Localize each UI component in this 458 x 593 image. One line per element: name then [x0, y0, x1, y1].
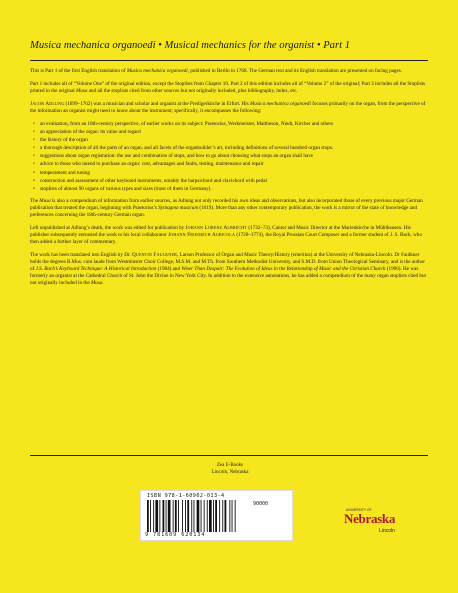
list-item: • an appreciation of the organ: its value and regard: [40, 129, 428, 136]
intro-paragraph-1: This is Part 1 of the first English translation of Musica mechanica organoedi, published in Berlin in 1768. The German text and its English translation are presented on facing pages.: [30, 68, 403, 74]
barcode-bar: [197, 500, 200, 532]
barcode-bar: [182, 500, 183, 532]
list-item: • an evaluation, from an 18th-century perspective, of earlier works on its subject: Praetorius, Werkmeister, Mattheson, Niedt, Kircher and others: [40, 121, 428, 128]
isbn-barcode: [140, 490, 293, 541]
translator-paragraph: The work has been translated into English by Dr. Quentin Faulkner, Larson Professor of Organ and Music Theory/History (emeritus) at the University of Nebraska-Lincoln. Dr Faulkner holds the degrees B.Mus. cum laude from Westminster Choir College, M.S.M. and M.Th. from Southern Methodist University, and S.M.D. from Union Theological Seminary, and is the author of J.S. Bach’s Keyboard Technique: A Historical Introduction (1984) and Wiser Than Despair: The Evolution of Ideas in the Relationship of Music and the Christian Church (1996). He was formerly an organist at the Cathedral Church of St. John the Divine in New York City. In addition to the extensive annotations, he has added a compendium of the many organ stoplists cited but not originally included in the Musa.: [30, 251, 426, 287]
publisher-name: Zea E-Books: [216, 463, 244, 468]
barcode-bar: [175, 500, 177, 532]
barcode-bar: [166, 500, 167, 532]
barcode-bar: [187, 500, 189, 532]
barcode-bar: [204, 500, 205, 532]
bottom-rule: [30, 455, 428, 456]
publisher-location: Lincoln, Nebraska: [211, 470, 249, 475]
page-title: Musica mechanica organoedi • Musical mechanics for the organist • Part 1: [30, 40, 350, 51]
barcode-bar: [173, 500, 174, 532]
barcode-bar: [178, 500, 179, 532]
price-code: 90000: [253, 501, 269, 507]
list-item: • stoplists of almost 90 organs of various types and sizes (most of them in Germany).: [40, 186, 428, 193]
list-item: • the history of the organ: [40, 137, 428, 144]
barcode-bar: [155, 500, 158, 532]
editing-paragraph: Left unpublished at Adlung’s death, the work was edited for publication by Johann Lorenz Albrecht (1732–73), Cantor and Music Director at the Marienkirche in Mühlhausen. His publisher subsequently entrusted the work to his local collaborator Johann Friedrich Agricola (1720–1774), the Royal Prussian Court Composer and a former student of J. S. Bach, who then added a further layer of commentary.: [30, 224, 422, 245]
list-item: • construction and assessment of other keyboard instruments, notably the harpsichord and clavichord with pedal: [40, 178, 428, 185]
logo-lincoln: Lincoln: [379, 528, 395, 534]
contents-list: [30, 121, 428, 192]
list-item: • suggestions about organ registration: the use and combination of stops, and how to go about choosing what stops an organ shall have: [40, 153, 428, 160]
barcode-bar: [147, 500, 149, 532]
barcode-bar: [215, 500, 217, 532]
publisher-imprint: [140, 462, 320, 476]
description-text: [30, 68, 428, 293]
barcode-bar: [222, 500, 223, 532]
barcode-bar: [168, 500, 171, 532]
logo-university-of: UNIVERSITY OF: [346, 508, 372, 512]
barcode-bars: [147, 500, 251, 532]
musa-paragraph: The Musa is also a compendium of information from earlier sources, as Adlung not only recorded his own ideas and observations, but also incorporated those of every previous major German publication that treated the organ, beginning with Praetorius’s Syntagma musicum (1619). More than any other contemporary publication, the work is a mirror of the state of knowledge and preferences concerning the 18th-century German organ.: [30, 197, 423, 218]
barcode-bar: [163, 500, 165, 532]
barcode-digits: 9 781609 620134: [145, 532, 206, 538]
author-name: Jacob Adlung: [30, 101, 65, 108]
adlung-paragraph: Jacob Adlung (1699–1762) was a musician and scholar and organist at the Predigerkirche in Erfurt. His Musica mechanica organoedi focuses primarily on the organ, from the perspective of the information an organist might need to know about the instrument; specifically, it encompasses the following:: [30, 101, 426, 115]
top-rule: [30, 60, 428, 61]
isbn-text: ISBN 978-1-60962-013-4: [147, 493, 225, 499]
barcode-bar: [201, 500, 202, 532]
barcode-bar: [150, 500, 151, 532]
barcode-bar: [209, 500, 212, 532]
list-item: • a thorough description of all the parts of an organ, and all facets of the organbuilder’s art, including definitions of several hundred organ stops.: [40, 145, 428, 152]
list-item: • advice to those who intend to purchase an organ: cost, advantages and faults, testing, maintenance and repair: [40, 161, 428, 168]
barcode-bar: [194, 500, 195, 532]
barcode-bar: [235, 500, 236, 532]
barcode-bar: [159, 500, 160, 532]
barcode-bar: [219, 500, 220, 532]
list-item: • temperament and tuning: [40, 170, 428, 177]
barcode-bar: [225, 500, 227, 532]
barcode-bar: [185, 500, 186, 532]
barcode-bar: [232, 500, 233, 532]
logo-nebraska: Nebraska: [344, 511, 396, 526]
barcode-bar: [207, 500, 208, 532]
barcode-bar: [229, 500, 230, 532]
university-logo: [340, 509, 410, 545]
barcode-bar: [191, 500, 192, 532]
barcode-bar: [153, 500, 154, 532]
barcode-bar: [213, 500, 214, 532]
intro-paragraph-2: Part 1 includes all of “Volume One” of the original edition, except the Stoplists from Chapter 10. Part 2 of this edition includes all of “Volume 2” of the original; Part 3 includes all the Stoplists printed in the original Musa and all the stoplists cited from other sources but not originally included, plus bibliography, index, etc.: [30, 81, 426, 95]
